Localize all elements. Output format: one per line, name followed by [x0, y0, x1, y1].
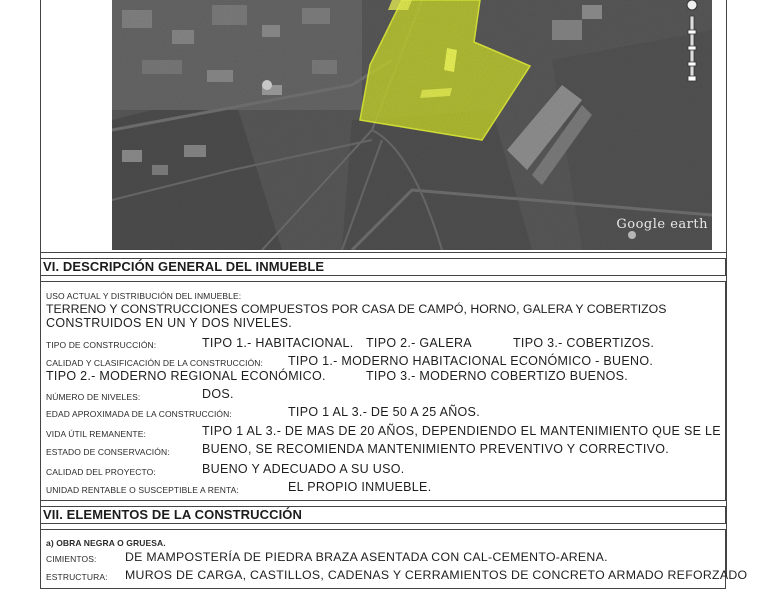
section-6-header — [40, 258, 726, 276]
proyecto-value: BUENO Y ADECUADO A SU USO. — [202, 462, 405, 476]
niveles-value: DOS. — [202, 387, 234, 401]
google-earth-watermark: Google earth — [616, 217, 708, 232]
uso-label: USO ACTUAL Y DISTRIBUCIÓN DEL INMUEBLE: — [46, 291, 242, 301]
section-7-header — [40, 506, 726, 524]
section-7-title: VII. ELEMENTOS DE LA CONSTRUCCIÓN — [43, 507, 302, 522]
uso-line-1: TERRENO Y CONSTRUCCIONES COMPUESTOS POR CASA DE CAMPÓ, HORNO, GALERA Y COBERTIZOS — [46, 302, 667, 316]
calidad-tipo-2: TIPO 2.- MODERNO REGIONAL ECONÓMICO. — [46, 369, 326, 383]
estructura-value: MUROS DE CARGA, CASTILLOS, CADENAS Y CERRAMIENTOS DE CONCRETO ARMADO REFORZADO — [125, 568, 748, 582]
cimientos-value: DE MAMPOSTERÍA DE PIEDRA BRAZA ASENTADA CON CAL-CEMENTO-ARENA. — [125, 550, 608, 564]
map-frame-bottom — [40, 252, 726, 253]
rentable-label: UNIDAD RENTABLE O SUSCEPTIBLE A RENTA: — [46, 485, 239, 495]
calidad-label: CALIDAD Y CLASIFICACIÓN DE LA CONSTRUCCIÓN: — [46, 358, 264, 368]
estructura-label: ESTRUCTURA: — [46, 572, 108, 582]
vida-value: TIPO 1 AL 3.- DE MAS DE 20 AÑOS, DEPENDIENDO EL MANTENIMIENTO QUE SE LE — [202, 424, 721, 438]
edad-value: TIPO 1 AL 3.- DE 50 A 25 AÑOS. — [288, 405, 480, 419]
edad-label: EDAD APROXIMADA DE LA CONSTRUCCIÓN: — [46, 409, 232, 419]
section-7-box — [40, 529, 748, 589]
page-frame-right — [726, 0, 727, 576]
proyecto-label: CALIDAD DEL PROYECTO: — [46, 467, 156, 477]
tipo-2: TIPO 2.- GALERA — [366, 336, 472, 350]
calidad-tipo-1: TIPO 1.- MODERNO HABITACIONAL ECONÓMICO - BUENO. — [288, 354, 654, 368]
estado-value: BUENO, SE RECOMIENDA MANTENIMIENTO PREVENTIVO Y CORRECTIVO. — [202, 442, 670, 456]
tipo-1: TIPO 1.- HABITACIONAL. — [202, 336, 354, 350]
section-6-title: VI. DESCRIPCIÓN GENERAL DEL INMUEBLE — [43, 259, 325, 274]
tipo-3: TIPO 3.- COBERTIZOS. — [513, 336, 655, 350]
zoom-slider[interactable] — [686, 0, 698, 86]
satellite-image — [112, 0, 712, 250]
estado-label: ESTADO DE CONSERVACIÓN: — [46, 447, 170, 457]
calidad-tipo-3: TIPO 3.- MODERNO COBERTIZO BUENOS. — [366, 369, 629, 383]
rentable-value: EL PROPIO INMUEBLE. — [288, 480, 432, 494]
cimientos-label: CIMIENTOS: — [46, 554, 97, 564]
tipo-label: TIPO DE CONSTRUCCIÓN: — [46, 340, 157, 350]
niveles-label: NÚMERO DE NIVELES: — [46, 392, 141, 402]
obra-negra-label: a) OBRA NEGRA O GRUESA. — [46, 538, 166, 548]
vida-label: VIDA ÚTIL REMANENTE: — [46, 429, 146, 439]
section-6-box — [40, 281, 726, 501]
satellite-map-graphic — [112, 0, 712, 250]
uso-line-2: CONSTRUIDOS EN UN Y DOS NIVELES. — [46, 316, 292, 330]
